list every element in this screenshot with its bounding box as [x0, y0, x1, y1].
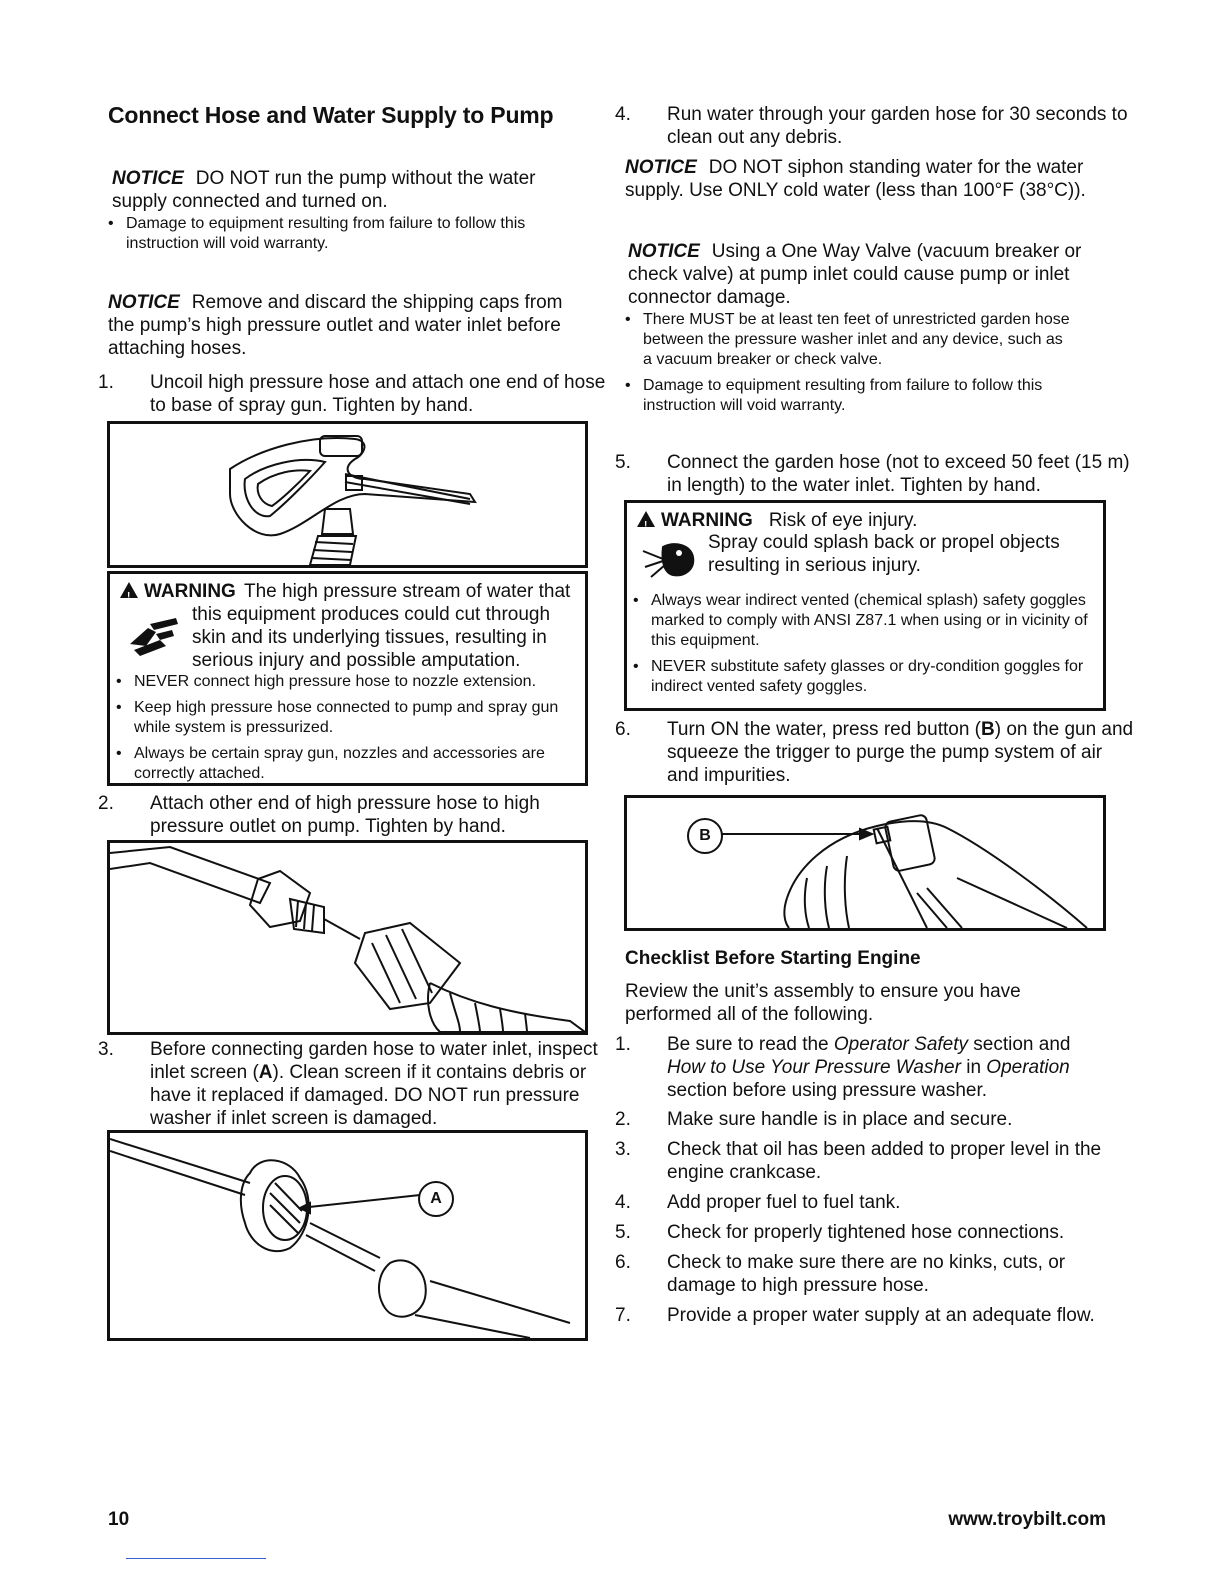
step-number: 4. [615, 104, 631, 125]
notice-bullet: • There MUST be at least ten feet of unrestricted garden hose between the pressure washer inlet and any device, such as a vacuum breaker or check valve. [625, 310, 1075, 370]
notice-2 [108, 291, 588, 360]
check-text: section and [968, 1034, 1071, 1055]
red-button-illustration [627, 798, 1103, 928]
check-text: Be sure to read the [667, 1034, 834, 1055]
spray-gun-illustration [110, 424, 585, 565]
step-text: Run water through your garden hose for 30 seconds to clean out any debris. [667, 104, 1128, 148]
warning-bullets [116, 672, 576, 784]
notice-text: Using a One Way Valve (vacuum breaker or check valve) at pump inlet could cause pump or inlet connector damage. [628, 241, 1082, 308]
checklist-item [615, 1033, 1111, 1102]
notice-tag: NOTICE [628, 241, 700, 262]
warning-triangle-icon [120, 582, 138, 598]
checklist-item [615, 1138, 1111, 1184]
check-text: in [960, 1057, 987, 1078]
warning-lead: Risk of eye injury. [768, 510, 918, 531]
notice-1 [112, 167, 582, 213]
notice-tag: NOTICE [625, 157, 697, 178]
checklist-item [615, 1221, 1111, 1244]
check-ref: Operation [986, 1057, 1070, 1078]
notice-3 [625, 156, 1105, 202]
warning-title: WARNING [144, 581, 236, 602]
warning-box-eye [624, 500, 1106, 711]
callout-b: B [687, 818, 723, 854]
section-title: Connect Hose and Water Supply to Pump [108, 102, 554, 128]
step-callout-ref: A [258, 1062, 273, 1083]
step-1 [98, 371, 610, 417]
step-number: 6. [615, 719, 631, 740]
check-text: Check for properly tightened hose connections. [667, 1222, 1065, 1243]
step-text: ) on the gun and squeeze the trigger to purge the pump system of air and impurities. [667, 719, 1134, 786]
warning-triangle-icon [637, 511, 655, 527]
checklist-title: Checklist Before Starting Engine [625, 948, 921, 969]
check-number: 7. [615, 1305, 631, 1326]
notice-text: DO NOT siphon standing water for the water supply. Use ONLY cold water (less than 100°F (38°C)). [625, 157, 1086, 201]
checklist-item [615, 1304, 1111, 1327]
check-ref: Operator Safety [833, 1034, 969, 1055]
step-2 [98, 792, 610, 838]
check-text: Add proper fuel to fuel tank. [667, 1192, 901, 1213]
warning-text: The high pressure stream of water that this equipment produces could cut through skin and its underlying tissues, resulting in serious injury and possible amputation. [192, 581, 571, 671]
check-text: Check that oil has been added to proper level in the engine crankcase. [667, 1139, 1102, 1183]
warning-text: Spray could splash back or propel objects resulting in serious injury. [708, 532, 1060, 576]
checklist-item [615, 1251, 1111, 1297]
checklist-item [615, 1108, 1111, 1131]
footer-url[interactable]: www.troybilt.com [948, 1509, 1106, 1530]
step-text: ). Clean screen if it contains debris or have it replaced if damaged. DO NOT run pressure washer if inlet screen is damaged. [150, 1062, 587, 1129]
step-5 [615, 451, 1137, 497]
notice-text: DO NOT run the pump without the water supply connected and turned on. [112, 168, 536, 212]
hand-injection-icon [126, 614, 182, 658]
warning-header [637, 509, 1097, 532]
notice-text: Remove and discard the shipping caps from the pump’s high pressure outlet and water inlet before attaching hoses. [108, 292, 563, 359]
notice-4 [628, 240, 1106, 309]
step-text: Connect the garden hose (not to exceed 50 feet (15 m) in length) to the water inlet. Tighten by hand. [667, 452, 1130, 496]
warning-title: WARNING [661, 510, 753, 531]
figure-spray-gun [107, 421, 588, 568]
warning-bullet: • NEVER connect high pressure hose to nozzle extension. [116, 672, 576, 692]
step-text: Turn ON the water, press red button ( [667, 719, 981, 740]
step-callout-ref: B [981, 719, 995, 740]
step-3 [98, 1038, 610, 1130]
check-text: section before using pressure washer. [667, 1080, 988, 1101]
check-number: 2. [615, 1109, 631, 1130]
eye-injury-icon [641, 539, 699, 579]
notice-4-bullets [625, 310, 1075, 416]
check-text: Provide a proper water supply at an adequate flow. [667, 1305, 1095, 1326]
check-text: Check to make sure there are no kinks, cuts, or damage to high pressure hose. [667, 1252, 1066, 1296]
checklist-item [615, 1191, 1111, 1214]
check-number: 6. [615, 1252, 631, 1273]
check-number: 5. [615, 1222, 631, 1243]
check-ref: How to Use Your Pressure Washer [667, 1057, 961, 1078]
figure-hose-outlet [107, 840, 588, 1035]
step-number: 1. [98, 372, 114, 393]
warning-bullet: • Keep high pressure hose connected to pump and spray gun while system is pressurized. [116, 698, 576, 738]
inlet-screen-illustration [110, 1133, 585, 1338]
step-6 [615, 718, 1137, 787]
check-text: Make sure handle is in place and secure. [667, 1109, 1013, 1130]
notice-bullet: • Damage to equipment resulting from failure to follow this instruction will void warranty. [625, 376, 1075, 416]
figure-inlet-screen [107, 1130, 588, 1341]
notice-tag: NOTICE [108, 292, 180, 313]
hose-outlet-illustration [110, 843, 585, 1032]
warning-box-cut [107, 571, 588, 786]
figure-red-button [624, 795, 1106, 931]
step-text: Before connecting garden hose to water inlet, inspect inlet screen ( [150, 1039, 598, 1083]
step-text: Attach other end of high pressure hose to high pressure outlet on pump. Tighten by hand. [150, 793, 540, 837]
link-underline [126, 1558, 266, 1559]
notice-1-bullet: • Damage to equipment resulting from failure to follow this instruction will void warranty. [108, 214, 566, 254]
check-number: 1. [615, 1034, 631, 1055]
step-number: 5. [615, 452, 631, 473]
notice-tag: NOTICE [112, 168, 184, 189]
step-text: Uncoil high pressure hose and attach one end of hose to base of spray gun. Tighten by hand. [150, 372, 606, 416]
page-number: 10 [108, 1509, 130, 1530]
check-number: 4. [615, 1192, 631, 1213]
check-number: 3. [615, 1139, 631, 1160]
warning-bullet: • Always wear indirect vented (chemical splash) safety goggles marked to comply with ANSI Z87.1 when using or in vicinity of this equipment. [633, 591, 1093, 651]
warning-bullet: • NEVER substitute safety glasses or dry-condition goggles for indirect vented safety goggles. [633, 657, 1093, 697]
warning-bullets [633, 591, 1093, 697]
checklist-intro: Review the unit’s assembly to ensure you have performed all of the following. [625, 981, 1021, 1025]
step-number: 3. [98, 1039, 114, 1060]
step-number: 2. [98, 793, 114, 814]
checklist [615, 1033, 1111, 1327]
callout-a: A [418, 1181, 454, 1217]
step-4 [615, 103, 1137, 149]
warning-bullet: • Always be certain spray gun, nozzles and accessories are correctly attached. [116, 744, 576, 784]
